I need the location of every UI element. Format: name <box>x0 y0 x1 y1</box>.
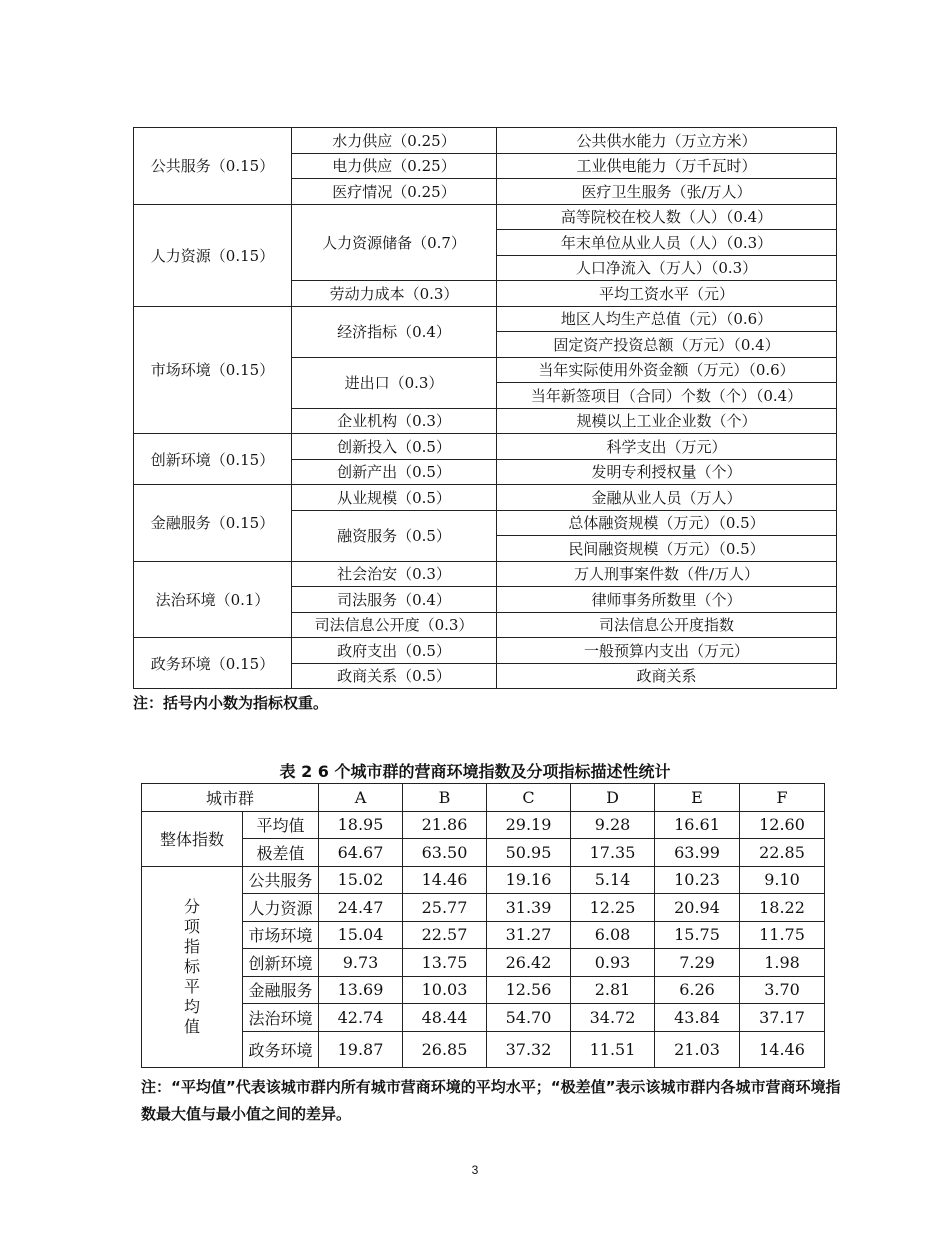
value-cell: 3.70 <box>740 976 825 1004</box>
row-label-cell: 人力资源 <box>243 894 319 922</box>
tertiary-indicator-cell: 规模以上工业企业数（个） <box>497 408 837 434</box>
tertiary-indicator-cell: 公共供水能力（万立方米） <box>497 128 837 154</box>
secondary-indicator-cell: 电力供应（0.25） <box>292 153 497 179</box>
value-cell: 31.39 <box>487 894 571 922</box>
secondary-indicator-cell: 社会治安（0.3） <box>292 561 497 587</box>
value-cell: 64.67 <box>319 839 403 867</box>
value-cell: 14.46 <box>403 866 487 894</box>
table-row <box>142 949 825 977</box>
secondary-indicator-cell: 经济指标（0.4） <box>292 306 497 357</box>
tertiary-indicator-cell: 工业供电能力（万千瓦时） <box>497 153 837 179</box>
secondary-indicator-cell: 创新产出（0.5） <box>292 459 497 485</box>
city-cluster-stats-table <box>141 783 825 1068</box>
table-row <box>134 638 837 664</box>
tertiary-indicator-cell: 司法信息公开度指数 <box>497 612 837 638</box>
table1-note: 注：括号内小数为指标权重。 <box>133 694 329 712</box>
row-label-cell: 金融服务 <box>243 976 319 1004</box>
tertiary-indicator-cell: 当年新签项目（合同）个数（个）（0.4） <box>497 383 837 409</box>
table2-caption: 表 2 6 个城市群的营商环境指数及分项指标描述性统计 <box>279 762 671 781</box>
value-cell: 25.77 <box>403 894 487 922</box>
value-cell: 48.44 <box>403 1004 487 1032</box>
secondary-indicator-cell: 政商关系（0.5） <box>292 663 497 689</box>
value-cell: 10.23 <box>655 866 740 894</box>
value-cell: 19.87 <box>319 1031 403 1067</box>
value-cell: 5.14 <box>571 866 655 894</box>
tertiary-indicator-cell: 一般预算内支出（万元） <box>497 638 837 664</box>
overall-group-cell: 整体指数 <box>142 811 243 866</box>
value-cell: 12.60 <box>740 811 825 839</box>
value-cell: 2.81 <box>571 976 655 1004</box>
sub-group-cell <box>142 866 243 1067</box>
row-label-cell: 政务环境 <box>243 1031 319 1067</box>
table-row <box>134 306 837 332</box>
secondary-indicator-cell: 水力供应（0.25） <box>292 128 497 154</box>
sub-group-char: 均 <box>183 996 200 1016</box>
value-cell: 6.26 <box>655 976 740 1004</box>
value-cell: 37.32 <box>487 1031 571 1067</box>
value-cell: 18.95 <box>319 811 403 839</box>
secondary-indicator-cell: 劳动力成本（0.3） <box>292 281 497 307</box>
header-row <box>142 784 825 812</box>
tertiary-indicator-cell: 科学支出（万元） <box>497 434 837 460</box>
sub-group-char: 平 <box>183 976 200 996</box>
table-row <box>134 128 837 154</box>
tertiary-indicator-cell: 年末单位从业人员（人）（0.3） <box>497 230 837 256</box>
value-cell: 42.74 <box>319 1004 403 1032</box>
value-cell: 21.03 <box>655 1031 740 1067</box>
row-label-cell: 极差值 <box>243 839 319 867</box>
column-header-cell: B <box>403 784 487 812</box>
table-row <box>134 204 837 230</box>
value-cell: 26.85 <box>403 1031 487 1067</box>
sub-group-char: 指 <box>183 936 200 956</box>
secondary-indicator-cell: 企业机构（0.3） <box>292 408 497 434</box>
value-cell: 63.50 <box>403 839 487 867</box>
value-cell: 34.72 <box>571 1004 655 1032</box>
value-cell: 43.84 <box>655 1004 740 1032</box>
secondary-indicator-cell: 进出口（0.3） <box>292 357 497 408</box>
tertiary-indicator-cell: 政商关系 <box>497 663 837 689</box>
tertiary-indicator-cell: 当年实际使用外资金额（万元）（0.6） <box>497 357 837 383</box>
value-cell: 17.35 <box>571 839 655 867</box>
tertiary-indicator-cell: 发明专利授权量（个） <box>497 459 837 485</box>
value-cell: 11.51 <box>571 1031 655 1067</box>
tertiary-indicator-cell: 固定资产投资总额（万元）（0.4） <box>497 332 837 358</box>
value-cell: 13.69 <box>319 976 403 1004</box>
value-cell: 9.10 <box>740 866 825 894</box>
value-cell: 22.57 <box>403 921 487 949</box>
value-cell: 9.73 <box>319 949 403 977</box>
tertiary-indicator-cell: 律师事务所数里（个） <box>497 587 837 613</box>
row-label-cell: 法治环境 <box>243 1004 319 1032</box>
table2-note: 注：“平均值”代表该城市群内所有城市营商环境的平均水平；“极差值”表示该城市群内各城市营商环境指数最大值与最小值之间的差异。 <box>141 1078 841 1123</box>
value-cell: 9.28 <box>571 811 655 839</box>
value-cell: 24.47 <box>319 894 403 922</box>
primary-indicator-cell: 公共服务（0.15） <box>134 128 292 205</box>
tertiary-indicator-cell: 人口净流入（万人）（0.3） <box>497 255 837 281</box>
primary-indicator-cell: 人力资源（0.15） <box>134 204 292 306</box>
value-cell: 14.46 <box>740 1031 825 1067</box>
value-cell: 1.98 <box>740 949 825 977</box>
column-header-cell: D <box>571 784 655 812</box>
table-row <box>142 1031 825 1067</box>
tertiary-indicator-cell: 高等院校在校人数（人）（0.4） <box>497 204 837 230</box>
value-cell: 15.02 <box>319 866 403 894</box>
column-header-cell: E <box>655 784 740 812</box>
tertiary-indicator-cell: 总体融资规模（万元）（0.5） <box>497 510 837 536</box>
value-cell: 37.17 <box>740 1004 825 1032</box>
table-row <box>134 561 837 587</box>
secondary-indicator-cell: 司法服务（0.4） <box>292 587 497 613</box>
value-cell: 13.75 <box>403 949 487 977</box>
column-header-cell: C <box>487 784 571 812</box>
indicator-system-table <box>133 127 837 689</box>
value-cell: 15.04 <box>319 921 403 949</box>
sub-group-char: 分 <box>183 896 200 916</box>
secondary-indicator-cell: 融资服务（0.5） <box>292 510 497 561</box>
secondary-indicator-cell: 政府支出（0.5） <box>292 638 497 664</box>
secondary-indicator-cell: 创新投入（0.5） <box>292 434 497 460</box>
value-cell: 54.70 <box>487 1004 571 1032</box>
tertiary-indicator-cell: 医疗卫生服务（张/万人） <box>497 179 837 205</box>
sub-group-char: 值 <box>183 1016 200 1036</box>
primary-indicator-cell: 法治环境（0.1） <box>134 561 292 638</box>
primary-indicator-cell: 政务环境（0.15） <box>134 638 292 689</box>
value-cell: 21.86 <box>403 811 487 839</box>
secondary-indicator-cell: 司法信息公开度（0.3） <box>292 612 497 638</box>
tertiary-indicator-cell: 民间融资规模（万元）（0.5） <box>497 536 837 562</box>
primary-indicator-cell: 创新环境（0.15） <box>134 434 292 485</box>
table-row <box>134 485 837 511</box>
value-cell: 7.29 <box>655 949 740 977</box>
value-cell: 20.94 <box>655 894 740 922</box>
column-header-cell: F <box>740 784 825 812</box>
row-label-cell: 公共服务 <box>243 866 319 894</box>
sub-group-char: 项 <box>183 916 200 936</box>
value-cell: 12.56 <box>487 976 571 1004</box>
value-cell: 6.08 <box>571 921 655 949</box>
tertiary-indicator-cell: 地区人均生产总值（元）（0.6） <box>497 306 837 332</box>
value-cell: 31.27 <box>487 921 571 949</box>
primary-indicator-cell: 金融服务（0.15） <box>134 485 292 562</box>
sub-group-char: 标 <box>183 956 200 976</box>
row-label-cell: 平均值 <box>243 811 319 839</box>
value-cell: 10.03 <box>403 976 487 1004</box>
value-cell: 0.93 <box>571 949 655 977</box>
tertiary-indicator-cell: 平均工资水平（元） <box>497 281 837 307</box>
row-label-cell: 市场环境 <box>243 921 319 949</box>
column-header-cell: A <box>319 784 403 812</box>
table-row <box>142 894 825 922</box>
table-row <box>142 839 825 867</box>
secondary-indicator-cell: 人力资源储备（0.7） <box>292 204 497 281</box>
table-row <box>142 866 825 894</box>
header-label-cell: 城市群 <box>142 784 319 812</box>
value-cell: 29.19 <box>487 811 571 839</box>
value-cell: 22.85 <box>740 839 825 867</box>
value-cell: 16.61 <box>655 811 740 839</box>
value-cell: 12.25 <box>571 894 655 922</box>
value-cell: 63.99 <box>655 839 740 867</box>
table-row <box>142 976 825 1004</box>
secondary-indicator-cell: 从业规模（0.5） <box>292 485 497 511</box>
secondary-indicator-cell: 医疗情况（0.25） <box>292 179 497 205</box>
value-cell: 15.75 <box>655 921 740 949</box>
value-cell: 19.16 <box>487 866 571 894</box>
table-row <box>142 811 825 839</box>
table-row <box>134 434 837 460</box>
value-cell: 18.22 <box>740 894 825 922</box>
row-label-cell: 创新环境 <box>243 949 319 977</box>
value-cell: 50.95 <box>487 839 571 867</box>
page-number: 3 <box>471 1163 479 1177</box>
tertiary-indicator-cell: 金融从业人员（万人） <box>497 485 837 511</box>
primary-indicator-cell: 市场环境（0.15） <box>134 306 292 434</box>
table-row <box>142 921 825 949</box>
table-row <box>142 1004 825 1032</box>
value-cell: 11.75 <box>740 921 825 949</box>
value-cell: 26.42 <box>487 949 571 977</box>
tertiary-indicator-cell: 万人刑事案件数（件/万人） <box>497 561 837 587</box>
